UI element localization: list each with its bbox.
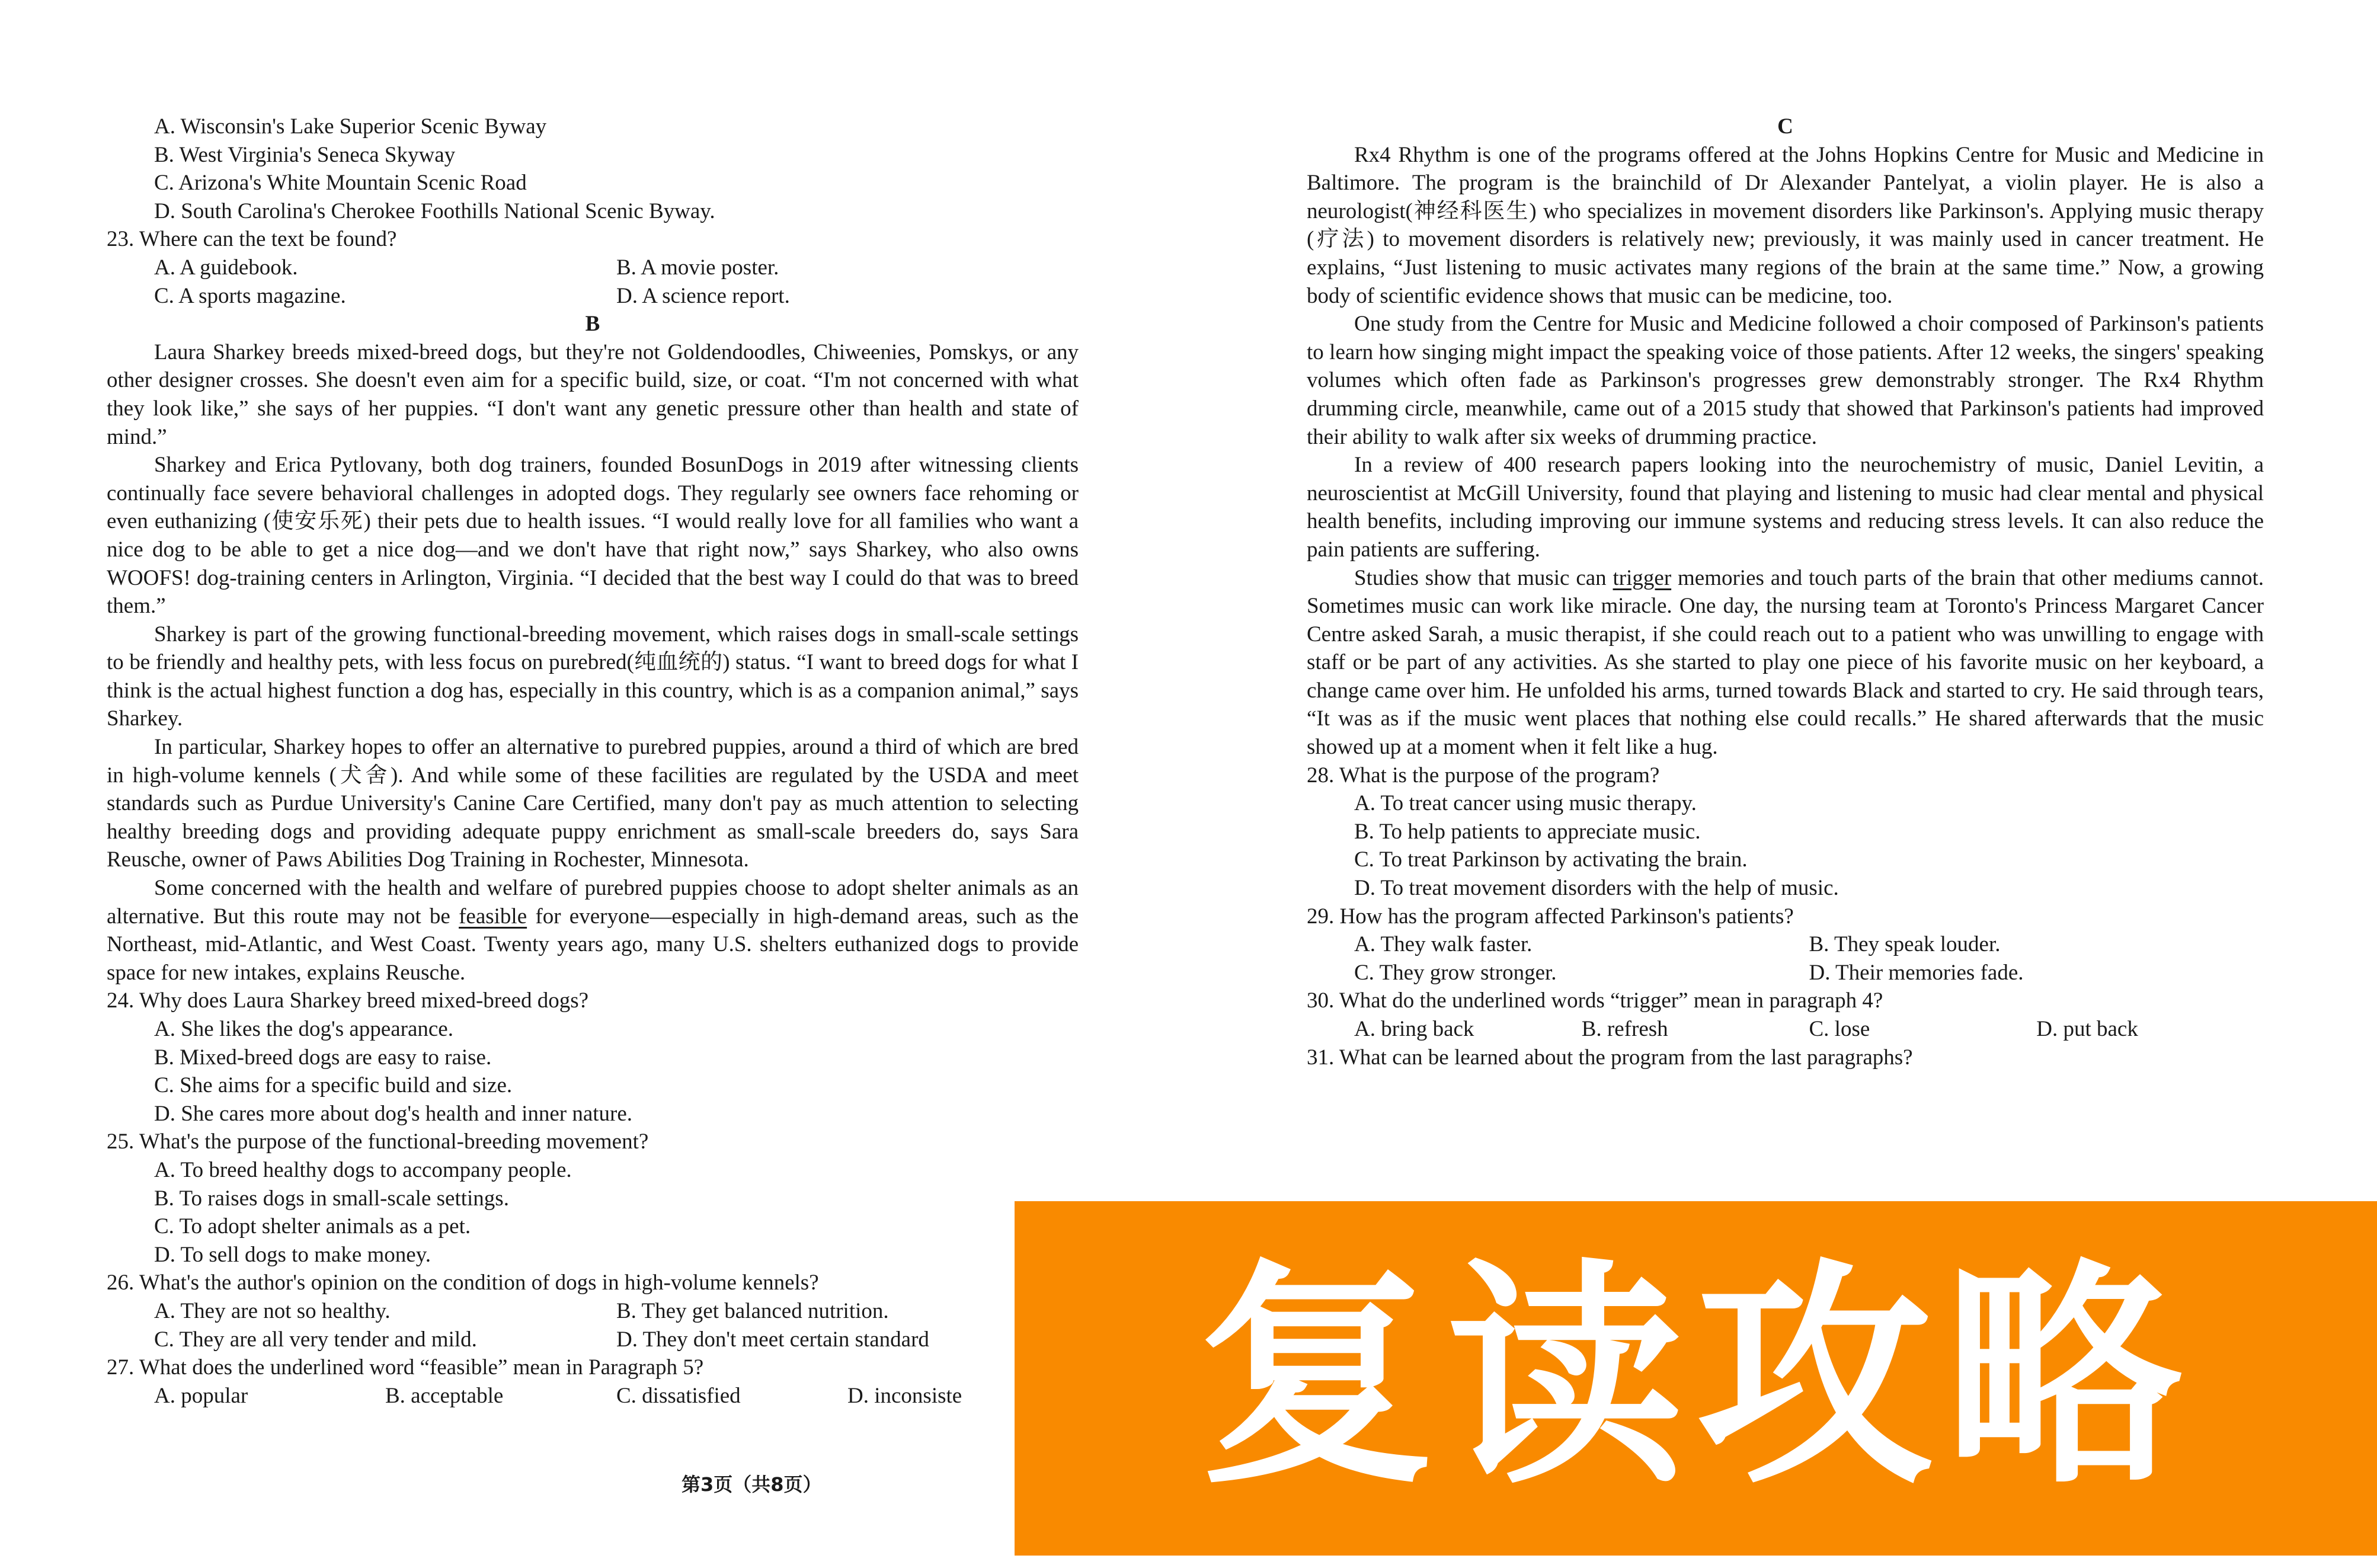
q28-option-c: C. To treat Parkinson by activating the brain. xyxy=(1354,847,1748,872)
q27-option-c: C. dissatisfied xyxy=(616,1383,741,1408)
q22-option-c: C. Arizona's White Mountain Scenic Road xyxy=(154,171,527,196)
passage-c-paragraph-2: One study from the Centre for Music and Medicine followed a choir composed of Parkinson's patients to learn how singing might impact the speaking voice of those patients. After 12 weeks, the singers' speaking volumes which often fade as Parkinson's progresses grew demonstrably stronger. The Rx4 Rhythm drumming circle, meanwhile, came out of a 2015 study that showed that Parkinson's patients had improved their ability to walk after six weeks of drumming practice. xyxy=(1307,312,2264,449)
q25-question: 25. What's the purpose of the functional-breeding movement? xyxy=(107,1129,649,1154)
q29-option-a: A. They walk faster. xyxy=(1354,932,1533,957)
underlined-word-trigger: trigger xyxy=(1613,565,1672,590)
q26-option-d: D. They don't meet certain standard xyxy=(616,1327,929,1352)
q22-option-b: B. West Virginia's Seneca Skyway xyxy=(154,142,456,167)
para4-text-post: memories and touch parts of the brain that other mediums cannot. Sometimes music can work like miracle. One day, the nursing team at Toronto's Princess Margaret Cancer Centre asked Sarah, a music therapist, if she could reach out to a patient who was unwilling to engage with staff or be part of any activities. As she started to play one piece of his favorite music on her keyboard, a change came over him. He unfolded his arms, turned towards Black and started to cry. He said through tears, “It was as if the music went places that nothing else could recalls.” He shared afterwards that the music showed up at a moment when it felt like a hug. xyxy=(1307,565,2264,760)
page-number: 第3页（共8页） xyxy=(682,1473,822,1496)
q26-option-b: B. They get balanced nutrition. xyxy=(616,1298,889,1323)
q24-option-d: D. She cares more about dog's health and inner nature. xyxy=(154,1101,633,1126)
q29-option-c: C. They grow stronger. xyxy=(1354,960,1557,985)
q29-option-d: D. Their memories fade. xyxy=(1809,960,2024,985)
q30-question: 30. What do the underlined words “trigger” mean in paragraph 4? xyxy=(1307,988,1883,1013)
q26-option-a: A. They are not so healthy. xyxy=(154,1298,391,1323)
q26-question: 26. What's the author's opinion on the condition of dogs in high-volume kennels? xyxy=(107,1271,819,1295)
q27-option-d: D. inconsiste xyxy=(847,1383,962,1408)
q30-option-a: A. bring back xyxy=(1354,1017,1474,1041)
passage-b-paragraph-2: Sharkey and Erica Pytlovany, both dog trainers, founded BosunDogs in 2019 after witnessing clients continually face severe behavioral challenges in adopted dogs. They regularly see owners face rehoming or even euthanizing (使安乐死) their pets due to health issues. “I would really love for all families who want a nice dog to be able to get a nice dog—and we don't have that right now,” says Sharkey, who also owns WOOFS! dog-training centers in Arlington, Virginia. “I decided that the best way I could do that was to breed them.” xyxy=(107,453,1079,619)
q25-option-a: A. To breed healthy dogs to accompany people. xyxy=(154,1157,572,1182)
q25-option-c: C. To adopt shelter animals as a pet. xyxy=(154,1214,471,1239)
q24-question: 24. Why does Laura Sharkey breed mixed-breed dogs? xyxy=(107,988,589,1013)
q27-options xyxy=(107,1382,1079,1410)
passage-b-paragraph-4: In particular, Sharkey hopes to offer an alternative to purebred puppies, around a third of which are bred in high-volume kennels (犬舍). And while some of these facilities are regulated by the USDA and meet standards such as Purdue University's Canine Care Certified, many don't pay as much attention to selecting healthy breeding dogs and providing adequate puppy enrichment as small-scale breeders do, says Sara Reusche, owner of Paws Abilities Dog Training in Rochester, Minnesota. xyxy=(107,735,1079,872)
q22-option-d: D. South Carolina's Cherokee Foothills National Scenic Byway. xyxy=(154,199,715,223)
left-column xyxy=(107,113,1079,1410)
right-column xyxy=(1307,113,2264,1071)
q28-option-d: D. To treat movement disorders with the help of music. xyxy=(1354,876,1839,901)
q25-option-b: B. To raises dogs in small-scale settings. xyxy=(154,1186,509,1211)
para5-text-post: for everyone—especially in high-demand areas, such as the Northeast, mid-Atlantic, and West Coast. Twenty years ago, many U.S. shelters euthanized dogs to provide space for new intakes, explains Reusche. xyxy=(107,904,1079,985)
q26-option-c: C. They are all very tender and mild. xyxy=(154,1327,477,1352)
banner-text: 复读攻略 xyxy=(1198,1240,2194,1516)
q24-option-c: C. She aims for a specific build and size. xyxy=(154,1073,513,1098)
q23-option-a: A. A guidebook. xyxy=(154,255,298,280)
q27-question: 27. What does the underlined word “feasible” mean in Paragraph 5? xyxy=(107,1355,704,1380)
q29-question: 29. How has the program affected Parkinson's patients? xyxy=(1307,904,1794,929)
q30-option-c: C. lose xyxy=(1809,1017,1870,1041)
q29-options xyxy=(1307,930,2264,987)
q28-option-a: A. To treat cancer using music therapy. xyxy=(1354,791,1697,816)
underlined-word-feasible: feasible xyxy=(459,904,527,929)
passage-c-paragraph-3: In a review of 400 research papers looking into the neurochemistry of music, Daniel Levitin, a neuroscientist at McGill University, found that playing and listening to music had clear mental and physical health benefits, including improving our immune systems and reducing stress levels. It can also reduce the pain patients are suffering. xyxy=(1307,453,2264,562)
para4-text-pre: Studies show that music can xyxy=(1354,565,1613,590)
q28-question: 28. What is the purpose of the program? xyxy=(1307,763,1660,788)
q29-option-b: B. They speak louder. xyxy=(1809,932,2001,957)
q27-option-a: A. popular xyxy=(154,1383,248,1408)
passage-b-paragraph-3: Sharkey is part of the growing functional-breeding movement, which raises dogs in small-scale settings to be friendly and healthy pets, with less focus on purebred(纯血统的) status. “I want to breed dogs for what I think is the actual highest function a dog has, especially in this country, which is as a companion animal,” says Sharkey. xyxy=(107,622,1079,731)
q22-option-a: A. Wisconsin's Lake Superior Scenic Byway xyxy=(154,114,547,139)
q23-option-d: D. A science report. xyxy=(616,283,790,308)
q23-option-c: C. A sports magazine. xyxy=(154,283,346,308)
q24-option-a: A. She likes the dog's appearance. xyxy=(154,1017,453,1041)
passage-b-paragraph-1: Laura Sharkey breeds mixed-breed dogs, but they're not Goldendoodles, Chiweenies, Pomskys, or any other designer crosses. She doesn't even aim for a specific build, size, or coat. “I'm not concerned with what they look like,” she says of her puppies. “I don't want any genetic pressure other than health and state of mind.” xyxy=(107,340,1079,449)
section-b-heading: B xyxy=(585,312,600,337)
passage-b-paragraph-5 xyxy=(107,874,1079,987)
q28-option-b: B. To help patients to appreciate music. xyxy=(1354,819,1701,844)
q30-option-d: D. put back xyxy=(2036,1017,2138,1041)
q24-option-b: B. Mixed-breed dogs are easy to raise. xyxy=(154,1045,492,1070)
section-c-heading: C xyxy=(1777,114,1793,139)
q31-question: 31. What can be learned about the program from the last paragraphs? xyxy=(1307,1045,1913,1070)
q27-option-b: B. acceptable xyxy=(385,1383,504,1408)
q30-options xyxy=(1307,1015,2264,1044)
passage-c-paragraph-4 xyxy=(1307,564,2264,761)
watermark-banner xyxy=(1015,1201,2377,1556)
q30-option-b: B. refresh xyxy=(1581,1017,1668,1041)
q23-option-b: B. A movie poster. xyxy=(616,255,779,280)
q25-option-d: D. To sell dogs to make money. xyxy=(154,1242,431,1267)
q23-question: 23. Where can the text be found? xyxy=(107,227,397,252)
para5-text-pre: Some concerned with the health and welfare of purebred puppies choose to adopt shelter animals as an alternative. But this route may not be xyxy=(107,876,1079,929)
q26-options xyxy=(107,1297,1079,1353)
q23-options xyxy=(107,254,1079,310)
passage-c-paragraph-1: Rx4 Rhythm is one of the programs offered at the Johns Hopkins Centre for Music and Medicine in Baltimore. The program is the brainchild of Dr Alexander Pantelyat, a violin player. He is also a neurologist(神经科医生) who specializes in movement disorders like Parkinson's. Applying music therapy (疗法) to movement disorders is relatively new; previously, it was mainly used in cancer treatment. He explains, “Just listening to music activates many regions of the brain at the same time.” Now, a growing body of scientific evidence shows that music can be medicine, too. xyxy=(1307,142,2264,308)
